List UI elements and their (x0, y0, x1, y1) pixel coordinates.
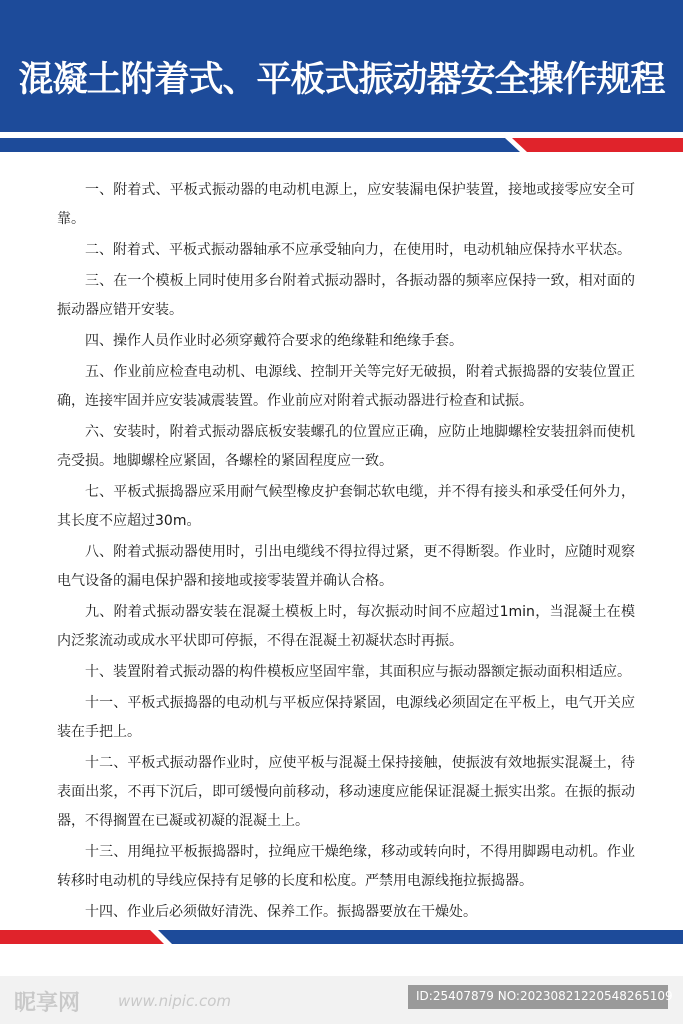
rule-5: 五、作业前应检查电动机、电源线、控制开关等完好无破损，附着式振捣器的安装位置正确，连接牢固并应安装减震装置。作业前应对附着式振动器进行检查和试振。 (57, 364, 635, 409)
bottom-stripe-blue (158, 930, 683, 944)
top-stripe-red (512, 138, 683, 152)
rule-8: 八、附着式振动器使用时，引出电缆线不得拉得过紧，更不得断裂。作业时，应随时观察电气设备的漏电保护器和接地或接零装置并确认合格。 (57, 544, 635, 589)
image-id-label: ID:25407879 NO:20230821220548265109 (416, 989, 673, 1003)
rule-7: 七、平板式振捣器应采用耐气候型橡皮护套铜芯软电缆，并不得有接头和承受任何外力，其长度不应超过30m。 (57, 484, 635, 529)
rule-9: 九、附着式振动器安装在混凝土模板上时，每次振动时间不应超过1min，当混凝土在模内泛浆流动或成水平状即可停振，不得在混凝土初凝状态时再振。 (57, 604, 635, 649)
bottom-stripe-red (0, 930, 164, 944)
rule-4: 四、操作人员作业时必须穿戴符合要求的绝缘鞋和绝缘手套。 (85, 333, 463, 349)
rule-6: 六、安装时，附着式振动器底板安装螺孔的位置应正确，应防止地脚螺栓安装扭斜而使机壳受损。地脚螺栓应紧固，各螺栓的紧固程度应一致。 (57, 424, 635, 469)
rules-list (57, 176, 635, 929)
top-stripe-blue (0, 138, 520, 152)
top-stripes (0, 128, 683, 158)
watermark-logo: 昵享网 (14, 991, 81, 1016)
rule-1: 一、附着式、平板式振动器的电动机电源上，应安装漏电保护装置，接地或接零应安全可靠。 (57, 182, 635, 227)
rule-10: 十、装置附着式振动器的构件模板应坚固牢靠，其面积应与振动器额定振动面积相适应。 (85, 664, 631, 680)
rule-13: 十三、用绳拉平板振捣器时，拉绳应干燥绝缘，移动或转向时，不得用脚踢电动机。作业转移时电动机的导线应保持有足够的长度和松度。严禁用电源线拖拉振捣器。 (57, 844, 635, 889)
rule-11: 十一、平板式振捣器的电动机与平板应保持紧固，电源线必须固定在平板上，电气开关应装在手把上。 (57, 695, 635, 740)
watermark-url: www.nipic.com (118, 992, 232, 1010)
bottom-stripes (0, 928, 683, 948)
rule-14: 十四、作业后必须做好清洗、保养工作。振捣器要放在干燥处。 (85, 904, 477, 920)
page-title: 混凝土附着式、平板式振动器安全操作规程 (18, 60, 665, 100)
rule-2: 二、附着式、平板式振动器轴承不应承受轴向力，在使用时，电动机轴应保持水平状态。 (85, 242, 631, 258)
rule-3: 三、在一个模板上同时使用多台附着式振动器时，各振动器的频率应保持一致，相对面的振动器应错开安装。 (57, 273, 635, 318)
rule-12: 十二、平板式振动器作业时，应使平板与混凝土保持接触，使振波有效地振实混凝土，待表面出浆，不再下沉后，即可缓慢向前移动，移动速度应能保证混凝土振实出浆。在振的振动器，不得搁置在已凝或初凝的混凝土上。 (57, 755, 635, 829)
